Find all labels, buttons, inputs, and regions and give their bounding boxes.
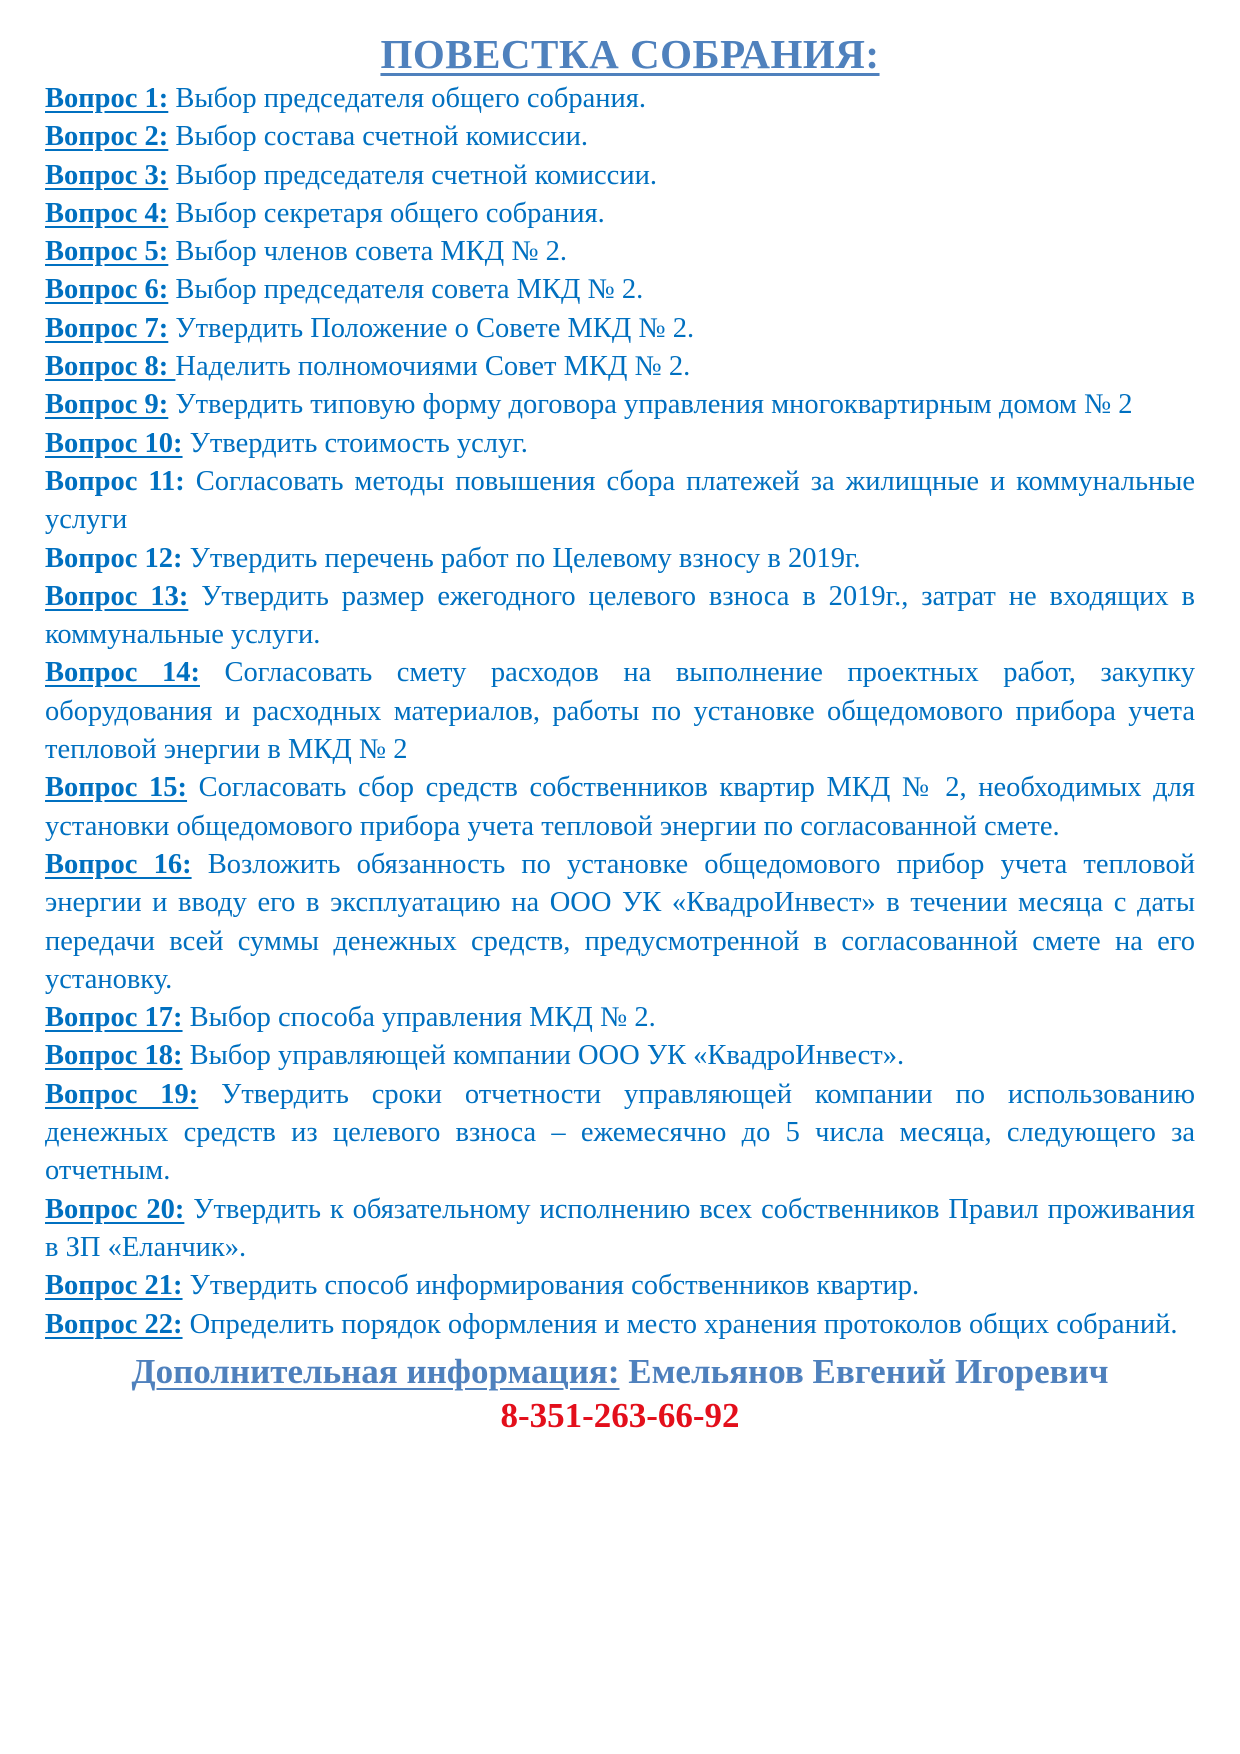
page-title: ПОВЕСТКА СОБРАНИЯ: [380, 31, 880, 77]
agenda-item-text: Утвердить сроки отчетности управляющей компании по использованию денежных средств из целевого взноса – ежемесячно до 5 числа месяца, следующего за отчетным. [45, 1078, 1196, 1187]
agenda-item-label: Вопрос 14: [45, 657, 200, 689]
agenda-item [45, 425, 1195, 463]
agenda-item [45, 195, 1195, 233]
contact-phone: 8-351-263-66-92 [500, 1395, 740, 1435]
agenda-item-label: Вопрос 7: [45, 312, 169, 344]
agenda-item [45, 1306, 1195, 1344]
agenda-item-text: Выбор председателя совета МКД № 2. [175, 274, 644, 306]
agenda-list [45, 80, 1195, 1344]
agenda-item-text: Утвердить размер ежегодного целевого взноса в 2019г., затрат не входящих в коммунальные услуги. [45, 580, 1195, 651]
agenda-item-text: Выбор управляющей компании ООО УК «КвадроИнвест». [189, 1040, 905, 1072]
agenda-item-text: Выбор членов совета МКД № 2. [175, 236, 568, 268]
agenda-item [45, 1267, 1195, 1305]
agenda-item-label: Вопрос 10: [45, 427, 183, 459]
agenda-item-label: Вопрос 5: [45, 236, 169, 268]
agenda-item [45, 271, 1195, 309]
agenda-item [45, 157, 1195, 195]
agenda-item-label: Вопрос 20: [45, 1193, 185, 1225]
agenda-item [45, 463, 1195, 540]
agenda-item-text: Выбор председателя счетной комиссии. [175, 159, 657, 191]
agenda-item-label: Вопрос 11: [45, 465, 185, 497]
agenda-item [45, 769, 1195, 846]
agenda-item [45, 233, 1195, 271]
agenda-item-label: Вопрос 19: [45, 1078, 199, 1110]
agenda-item-text: Утвердить типовую форму договора управления многоквартирным домом № 2 [175, 389, 1133, 421]
agenda-item-text: Возложить обязанность по установке общедомового прибор учета тепловой энергии и вводу его в эксплуатацию на ООО УК «КвадроИнвест» в течении месяца с даты передачи всей суммы денежных средств, предусмотренной в согласованной смете на его установку. [45, 848, 1196, 995]
agenda-item-label: Вопрос 22: [45, 1308, 183, 1340]
agenda-item-label: Вопрос 3: [45, 159, 169, 191]
agenda-item-label: Вопрос 13: [45, 580, 189, 612]
agenda-item-label: Вопрос 15: [45, 772, 188, 804]
agenda-item [45, 386, 1195, 424]
agenda-item-text: Выбор председателя общего собрания. [175, 83, 646, 114]
agenda-item-text: Утвердить перечень работ по Целевому взносу в 2019г. [189, 542, 861, 574]
agenda-item [45, 1076, 1195, 1191]
agenda-item [45, 654, 1195, 769]
agenda-item-text: Выбор секретаря общего собрания. [175, 197, 605, 229]
agenda-item-label: Вопрос 6: [45, 274, 169, 306]
agenda-item-text: Утвердить способ информирования собственников квартир. [189, 1270, 920, 1302]
contact-name: Емельянов Евгений Игоревич [628, 1351, 1109, 1391]
agenda-item-text: Утвердить Положение о Совете МКД № 2. [175, 312, 695, 344]
agenda-item [45, 118, 1195, 156]
agenda-item-label: Вопрос 1: [45, 83, 169, 114]
contact-label: Дополнительная информация: [131, 1351, 620, 1391]
agenda-item [45, 846, 1195, 999]
agenda-item [45, 1191, 1195, 1268]
document-page [45, 28, 1195, 1438]
agenda-item [45, 578, 1195, 655]
agenda-item-label: Вопрос 9: [45, 389, 169, 421]
agenda-item [45, 540, 1195, 578]
agenda-item-text: Утвердить стоимость услуг. [189, 427, 528, 459]
contact-line [45, 1350, 1195, 1394]
agenda-item [45, 1037, 1195, 1075]
footer [45, 1350, 1195, 1438]
agenda-item-text: Согласовать методы повышения сбора платежей за жилищные и коммунальные услуги [45, 465, 1195, 536]
agenda-item-text: Выбор способа управления МКД № 2. [189, 1002, 656, 1034]
agenda-item-label: Вопрос 8: [45, 351, 176, 383]
agenda-item-label: Вопрос 12: [45, 542, 183, 574]
agenda-item-label: Вопрос 16: [45, 848, 192, 880]
agenda-item-label: Вопрос 21: [45, 1270, 183, 1302]
agenda-item-label: Вопрос 4: [45, 197, 169, 229]
agenda-item-text: Выбор состава счетной комиссии. [175, 121, 588, 153]
agenda-item-text: Согласовать смету расходов на выполнение проектных работ, закупку оборудования и расходных материалов, работы по установке общедомового прибора учета тепловой энергии в МКД № 2 [45, 657, 1196, 766]
agenda-item [45, 80, 1195, 118]
agenda-item-label: Вопрос 18: [45, 1040, 183, 1072]
agenda-item-label: Вопрос 2: [45, 121, 169, 153]
agenda-item-text: Наделить полномочиями Совет МКД № 2. [175, 351, 691, 383]
agenda-item-text: Согласовать сбор средств собственников квартир МКД № 2, необходимых для установки общедомового прибора учета тепловой энергии по согласованной смете. [45, 772, 1195, 842]
agenda-item [45, 999, 1195, 1037]
agenda-item-text: Определить порядок оформления и место хранения протоколов общих собраний. [189, 1308, 1178, 1340]
agenda-item-label: Вопрос 17: [45, 1002, 183, 1034]
agenda-item [45, 310, 1195, 348]
agenda-item-text: Утвердить к обязательному исполнению всех собственников Правил проживания в ЗП «Еланчик». [45, 1193, 1196, 1263]
agenda-item [45, 348, 1195, 386]
